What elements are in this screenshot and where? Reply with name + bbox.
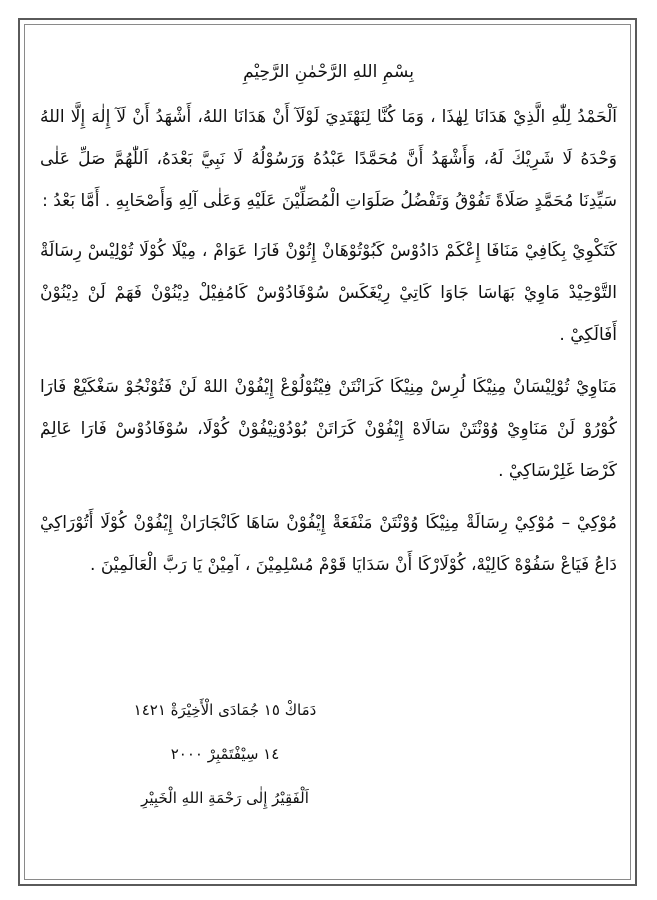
basmala-heading: بِسْمِ اللهِ الرَّحْمٰنِ الرَّحِيْمِ [243,62,414,82]
signature-author: اَلْفَقِيْرُ إِلٰى رَحْمَةِ اللهِ الْخَبِيْرِ [141,789,309,807]
paragraph-opening-praise: اَلْحَمْدُ لِلّٰهِ الَّذِيْ هَدَانَا لِهٰذَا ، وَمَا كُنَّا لِنَهْتَدِيَ لَوْلَآ أَنْ هَدَانَا اللهُ، أَشْهَدُ أَنْ لَآ إِلٰهَ إِلَّا اللهُ وَحْدَهُ لَا شَرِيْكَ لَهُ، وَأَشْهَدُ أَنَّ مُحَمَّدًا عَبْدُهُ وَرَسُوْلُهُ لَا نَبِيَّ بَعْدَهُ، اَللّٰهُمَّ صَلِّ عَلٰى سَيِّدِنَا مُحَمَّدٍ صَلَاةً تَفُوْقُ وَتَفْضُلُ صَلَوَاتِ الْمُصَلِّيْنَ عَلَيْهِ وَعَلٰى آلِهِ وَأَصْحَابِهِ . أَمَّا بَعْدُ : [40,107,617,211]
document-body [40,52,617,596]
signature-block [110,700,340,808]
signature-place-date-hijri: دَمَاكْ ١٥ جُمَادَى الْأَخِيْرَةْ ١٤٢١ [133,701,317,719]
paragraph-intro: كَتَكْوِيْ بِكَافِيْ مَنَافَا إِعْكَمْ دَادُوْسْ كَبُوْتُوْهَانْ إِتُوْنْ فَارَا عَوَامْ ، مِيْلَا كُوْلَا تُوْلِيْسْ رِسَالَةْ التَّوْحِيْدْ مَاوِيْ بَهَاسَا جَاوَا كَاتِيْ رِيْغَكَسْ سُوْفَادُوْسْ كَامُفِيْلْ دِيْنُوْنْ فَهَمْ لَنْ دِيْنُوْنْ أَفَالَكِيْ . [40,241,617,345]
paragraph-purpose: مَنَاوِيْ تُوْلِيْسَانْ مِنِيْكَا لُرِسْ مِنِيْكَا كَرَانْتَنْ فِيْتُوْلُوْعْ إِيْفُوْنْ اللهْ لَنْ فَتُوْنْجُوْ سَغْكَيْعْ فَارَا كُوْرُوْ لَنْ مَنَاوِيْ وُوْنْتَنْ سَالَاهْ إِيْفُوْنْ كَرَاتَنْ بُوْدُوْنِيْفُوْنْ كُوْلَا، سُوْفَادُوْسْ فَارَا عَالِمْ كَرْصَا غَلِرْسَاكِيْ . [40,377,617,481]
paragraph-closing-prayer: مُوْكِيْ – مُوْكِيْ رِسَالَةْ مِنِيْكَا وُوْنْتَنْ مَنْفَعَةْ إِيْفُوْنْ سَاهَا كَانْجَارَانْ إِيْفُوْنْ كُوْلَا أَتُوْرَاكِيْ دَاعُ فَيَاعْ سَفُوْهْ كَالِيْهْ، كُوْلَارْكَا أَنْ سَدَايَا قَوْمْ مُسْلِمِيْنَ ، آمِيْنْ يَا رَبَّ الْعَالَمِيْنَ . [40,513,617,575]
signature-date-gregorian: ١٤ سِيْفْتَمْبِرْ ٢٠٠٠ [170,745,280,763]
